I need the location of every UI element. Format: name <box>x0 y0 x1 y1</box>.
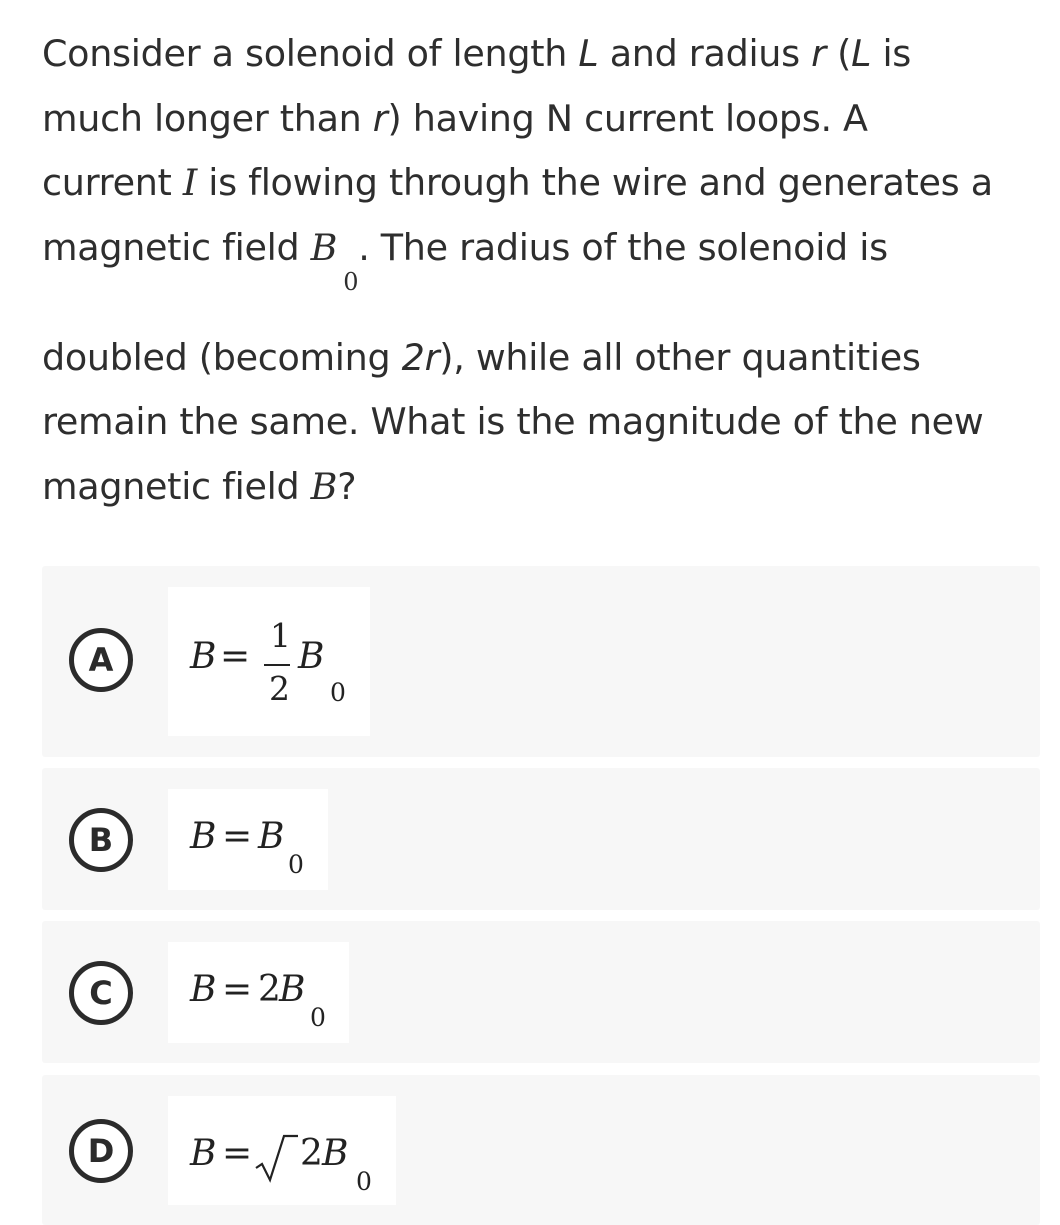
text: magnetic field <box>42 464 311 508</box>
option-letter-badge: D <box>69 1119 133 1183</box>
text: ) having N current loops. A <box>387 96 868 140</box>
option-c[interactable] <box>42 921 1040 1063</box>
option-formula <box>168 942 349 1043</box>
var-I: I <box>182 161 197 204</box>
option-formula <box>168 789 328 890</box>
text: doubled (becoming <box>42 335 402 379</box>
text: and radius <box>598 32 812 75</box>
formula-equals: = <box>222 969 253 1010</box>
formula-subscript: 0 <box>330 678 346 707</box>
option-b[interactable] <box>42 768 1040 910</box>
question-text <box>42 22 1042 519</box>
radicand: 2 <box>300 1133 323 1174</box>
text: is <box>871 32 912 75</box>
question-line-1 <box>42 22 1042 87</box>
formula-equals: = <box>220 636 251 677</box>
formula-lhs: B <box>190 636 217 677</box>
option-a[interactable] <box>42 566 1040 757</box>
text: is flowing through the wire and generates a <box>197 161 993 204</box>
formula-var: B <box>298 636 325 677</box>
var-r: r <box>372 96 388 140</box>
subscript-zero: 0 <box>343 267 359 296</box>
question-line-5 <box>42 326 1042 391</box>
option-formula <box>168 1096 396 1205</box>
var-L: L <box>578 32 599 75</box>
text: . The radius of the solenoid is <box>358 225 888 269</box>
option-formula <box>168 587 370 736</box>
text: ( <box>825 32 852 75</box>
var-L: L <box>851 32 872 75</box>
square-root-icon <box>254 1132 298 1184</box>
option-letter-badge: B <box>69 808 133 872</box>
fraction-denominator: 2 <box>269 669 290 708</box>
var-r: r <box>811 32 826 75</box>
formula-var: B <box>322 1133 349 1174</box>
text: Consider a solenoid of length <box>42 32 579 75</box>
var-2r: 2r <box>401 335 440 379</box>
question-line-6 <box>42 390 1042 455</box>
formula-coefficient: 2 <box>258 969 281 1010</box>
formula-lhs: B <box>190 969 217 1010</box>
formula-lhs: B <box>190 1133 217 1174</box>
formula-subscript: 0 <box>310 1003 326 1032</box>
option-letter-badge: A <box>69 628 133 692</box>
formula-var: B <box>258 816 285 857</box>
formula-subscript: 0 <box>288 850 304 879</box>
formula-var: B <box>279 969 306 1010</box>
fraction-numerator: 1 <box>270 616 291 655</box>
text: ), while all other quantities <box>439 335 921 379</box>
text: ? <box>337 464 357 508</box>
text: magnetic field <box>42 225 311 269</box>
option-d[interactable] <box>42 1075 1040 1225</box>
question-line-3 <box>42 151 1042 216</box>
question-line-2 <box>42 87 1042 152</box>
var-B: B <box>310 225 338 269</box>
fraction-bar <box>264 664 290 666</box>
formula-subscript: 0 <box>356 1167 372 1196</box>
var-B: B <box>310 464 338 508</box>
option-letter-badge: C <box>69 961 133 1025</box>
question-line-7 <box>42 455 1042 520</box>
text: remain the same. What is the magnitude of the new <box>42 400 984 443</box>
formula-equals: = <box>222 1133 253 1174</box>
text: much longer than <box>42 96 373 140</box>
question-line-4 <box>42 216 1042 326</box>
formula-equals: = <box>222 816 253 857</box>
formula-lhs: B <box>190 816 217 857</box>
text: current <box>42 161 183 204</box>
